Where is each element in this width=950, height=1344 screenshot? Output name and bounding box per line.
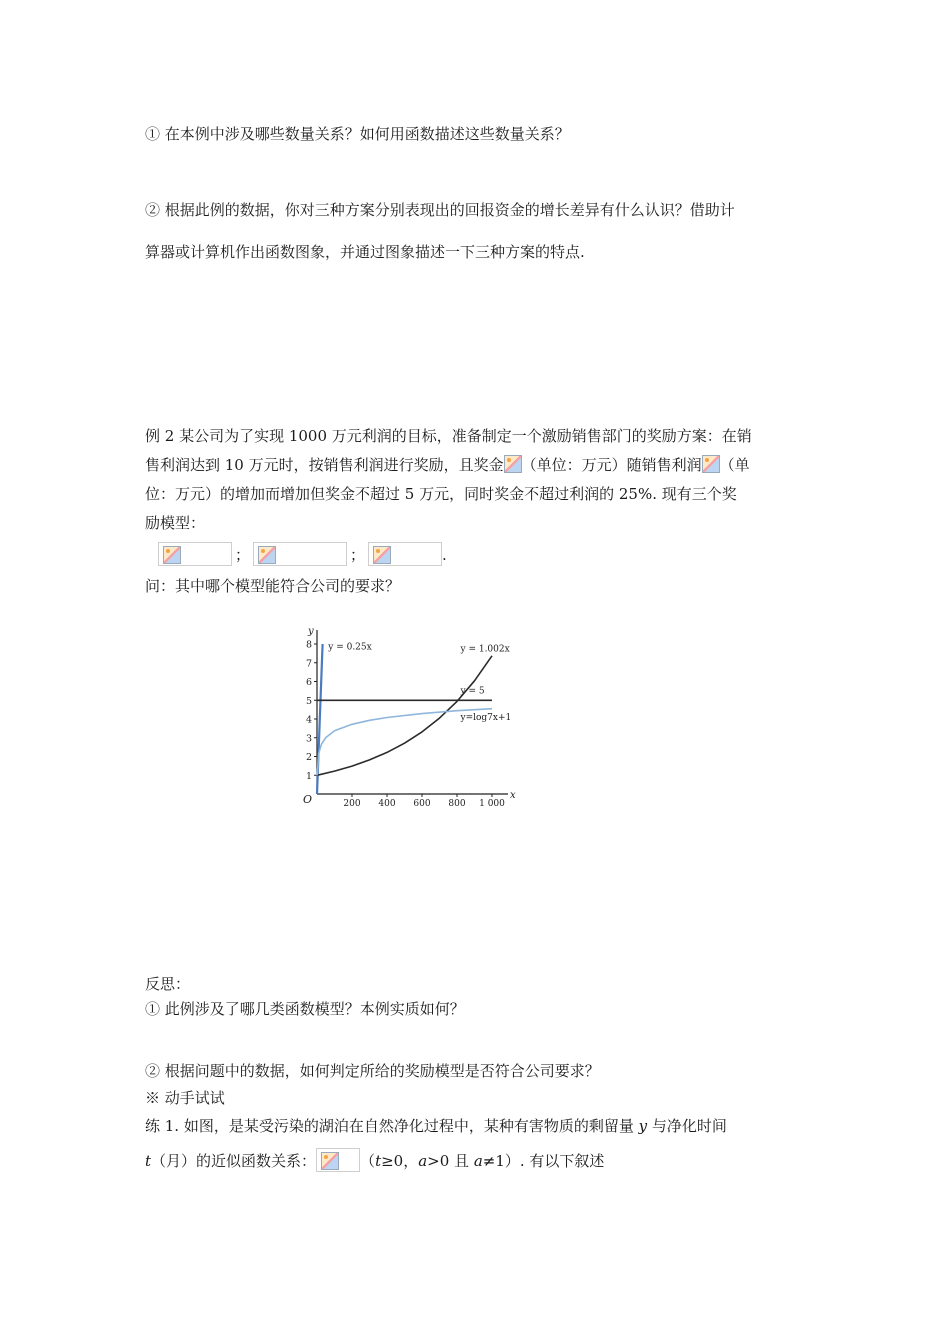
variable-t: t — [145, 1152, 152, 1170]
reflection-2: ② 根据问题中的数据，如何判定所给的奖励模型是否符合公司要求？ — [145, 1062, 600, 1080]
condition-3: ≠1）. 有以下叙述 — [482, 1152, 605, 1170]
origin-label: O — [303, 793, 313, 806]
practice-1-text-c: （月）的近似函数关系： — [151, 1152, 317, 1170]
y-tick-label: 2 — [305, 752, 312, 763]
y-tick-label: 5 — [305, 695, 312, 707]
condition-1: ≥0， — [381, 1152, 419, 1170]
reward-models-row — [158, 542, 447, 566]
reward-models-chart — [295, 622, 545, 814]
question-1: ① 在本例中涉及哪些数量关系？如何用函数描述这些数量关系？ — [145, 125, 570, 143]
series-label-2: y = 1.002x — [460, 644, 510, 655]
example-2-line-2-c: （单 — [719, 456, 750, 474]
example-2-question: 问：其中哪个模型能符合公司的要求？ — [145, 577, 401, 595]
profit-formula-image-icon — [702, 455, 720, 473]
example-2-line-2-a: 售利润达到 10 万元时，按销售利润进行奖励，且奖金 — [145, 456, 504, 474]
model-2-image-icon — [258, 546, 276, 564]
example-2-line-2 — [145, 455, 750, 475]
y-tick-label: 7 — [305, 658, 312, 670]
x-tick-label: 800 — [448, 799, 466, 809]
condition-a-1: a — [418, 1152, 428, 1170]
example-2-line-2-b: （单位：万元）随销售利润 — [521, 456, 702, 474]
y-tick-label: 8 — [305, 639, 312, 651]
bonus-formula-image-icon — [504, 455, 522, 473]
example-2-line-1: 例 2 某公司为了实现 1000 万元利润的目标，准备制定一个激励销售部门的奖励方案：在销 — [145, 427, 752, 445]
model-separator-2: ； — [350, 546, 366, 564]
model-2-formula-box — [253, 542, 347, 566]
model-end-period: . — [442, 546, 447, 564]
question-2-line-1: ② 根据此例的数据，你对三种方案分别表现出的回报资金的增长差异有什么认识？借助计 — [145, 201, 735, 219]
y-tick-label: 1 — [305, 770, 312, 782]
practice-1-text-a: 练 1. 如图，是某受污染的湖泊在自然净化过程中，某种有害物质的剩留量 — [145, 1117, 639, 1135]
model-1-formula-box — [158, 542, 232, 566]
x-tick-label: 600 — [413, 799, 431, 809]
example-2-line-4: 励模型： — [145, 514, 206, 532]
reflection-title: 反思： — [145, 975, 191, 993]
practice-header: ※ 动手试试 — [145, 1089, 225, 1107]
decay-formula-box — [316, 1148, 360, 1172]
series-label-1: y = 0.25x — [328, 642, 372, 653]
example-2-line-3: 位：万元）的增加而增加但奖金不超过 5 万元，同时奖金不超过利润的 25%. 现有三个奖 — [145, 485, 737, 503]
x-axis-label: x — [510, 790, 516, 801]
practice-1-text-d: （ — [360, 1152, 376, 1170]
question-2-line-2: 算器或计算机作出函数图象，并通过图象描述一下三种方案的特点. — [145, 243, 585, 261]
x-tick-label: 200 — [343, 799, 361, 809]
y-tick-label: 6 — [305, 677, 312, 688]
model-3-formula-box — [368, 542, 442, 566]
model-separator-1: ； — [235, 546, 251, 564]
series-label-3: y = 5 — [460, 686, 485, 697]
decay-formula-image-icon — [321, 1152, 339, 1170]
model-3-image-icon — [373, 546, 391, 564]
practice-1-text-b: 与净化时间 — [647, 1117, 727, 1135]
variable-y: y — [638, 1117, 648, 1135]
y-axis-label: y — [308, 626, 314, 637]
x-tick-label: 1 000 — [479, 799, 505, 809]
y-tick-label: 3 — [305, 733, 312, 745]
practice-1-line-1 — [145, 1116, 727, 1136]
practice-1-line-2 — [145, 1148, 604, 1172]
condition-a-2: a — [473, 1152, 483, 1170]
reflection-1: ① 此例涉及了哪几类函数模型？本例实质如何？ — [145, 1000, 465, 1018]
y-tick-label: 4 — [305, 714, 312, 726]
condition-t: t — [375, 1152, 382, 1170]
chart-labels-group — [303, 626, 516, 809]
x-tick-label: 400 — [378, 799, 396, 809]
model-1-image-icon — [163, 546, 181, 564]
series-label-4: y=log7x+1 — [460, 712, 512, 723]
condition-2: >0 且 — [427, 1152, 474, 1170]
